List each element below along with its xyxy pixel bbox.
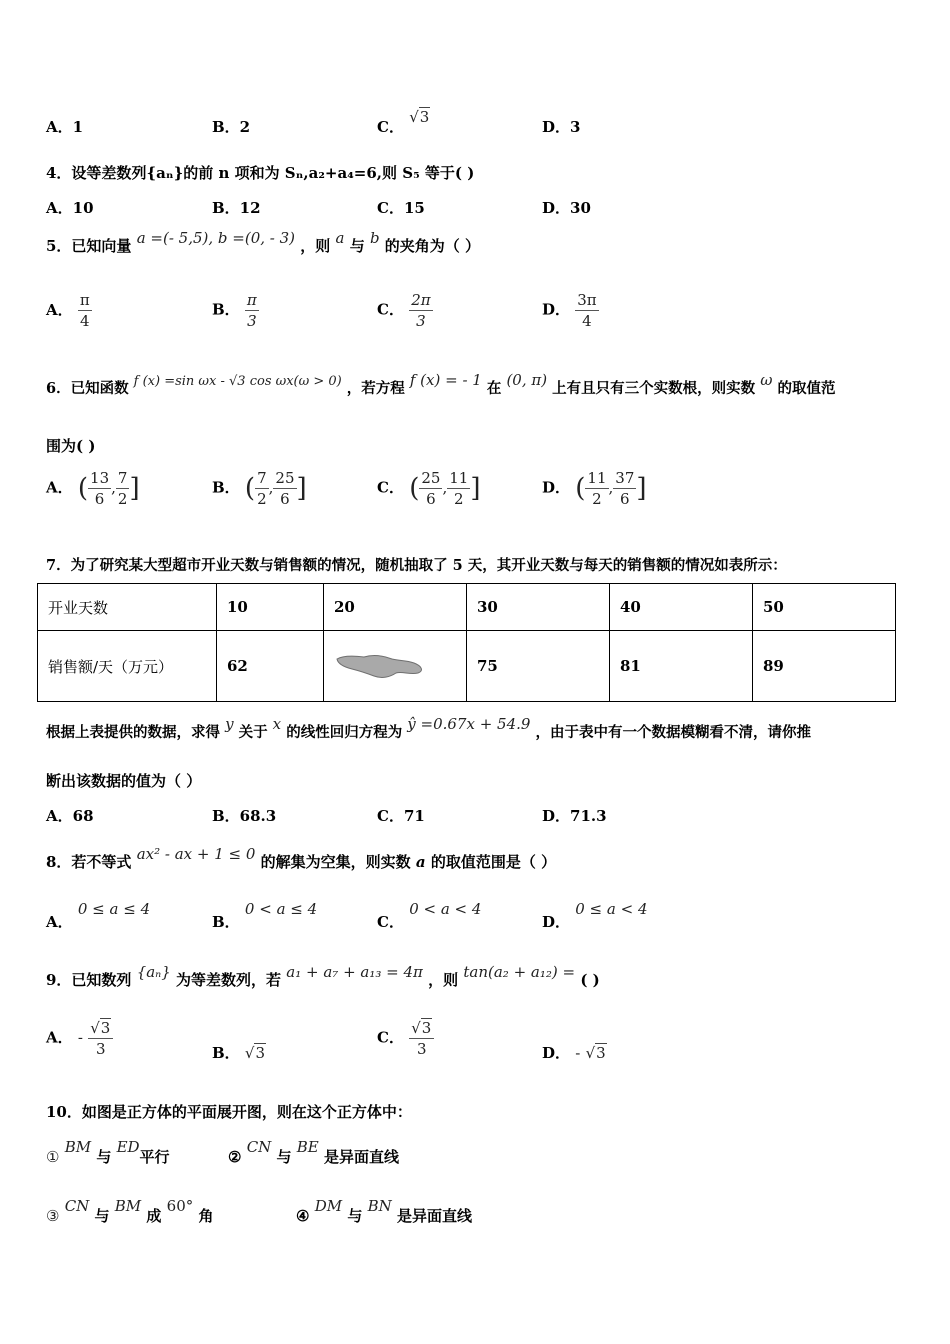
q7-regression: ŷ =0.67x + 54.9 [407,715,531,733]
q7-var-x: x [272,715,282,733]
q5-stem-suffix: 的夹角为（ ） [384,237,481,255]
q6-eq-expr: f (x) = - 1 [409,371,482,389]
q5-label-d: D． [542,300,571,319]
q9-option-c: C． $\frac{√3}{3}$ [377,1018,434,1059]
q5-stem-prefix: 5．已知向量 [46,237,132,255]
q4-option-c: C．15 [377,199,425,217]
q6-func-expr: f (x) =sin ωx - √3 cos ωx(ω > 0) [133,374,342,389]
q5-frac-d: $\frac{3\pi}{4}$ [577,291,597,330]
table-cell: 62 [217,631,324,702]
q4-stem: 4．设等差数列{aₙ}的前 n 项和为 Sₙ,a₂+a₄=6,则 S₅ 等于( ) [46,164,475,182]
q6-option-a: A． ( $\frac{13}{6}$ , $\frac{7}{2}$ ] [46,469,140,508]
q3-option-a: A．1 [46,118,84,136]
q6-stem [46,371,836,398]
q5-stem-mid1: ，则 [300,237,331,255]
q10-stem: 10．如图是正方体的平面展开图，则在这个正方体中： [46,1103,412,1121]
q6-label-d: D． [542,478,571,497]
q10-item-2: ② CN 与 BE 是异面直线 [228,1138,400,1166]
table-cell: 销售额/天（万元） [38,631,217,702]
q5-label-c: C． [377,300,404,319]
q5-option-b [212,290,259,331]
table-cell: 30 [467,584,610,631]
q7-var-y: y [225,715,234,733]
q9-option-a: A． - $\frac{√3}{3}$ [46,1018,113,1059]
q6-stem-line2: 围为( ) [46,437,96,455]
q10-item-4: ④ DM 与 BN 是异面直线 [296,1197,472,1225]
q9-target: tan(a₂ + a₁₂) = [463,963,576,981]
blurred-cell [324,631,467,702]
q7-option-c: C．71 [377,807,425,825]
table-row [38,631,896,702]
q5-var-b: b [369,229,380,247]
q5-frac-b: $\frac{\pi}{3}$ [246,291,257,330]
table-cell: 50 [753,584,896,631]
q10-item-1: ① BM 与 ED平行 [46,1138,170,1166]
q5-frac-a: $\frac{\pi}{4}$ [79,291,90,330]
q6-stem-mid1: ，若方程 [346,380,405,397]
table-cell: 20 [324,584,467,631]
q6-label-c: C． [377,478,404,497]
q6-interval: (0, π) [506,371,548,389]
q9-option-d: D． - √3 [542,1044,606,1062]
q6-label-a: A． [46,478,73,497]
table-cell: 10 [217,584,324,631]
q10-item-3: ③ CN 与 BM 成 60° 角 [46,1197,214,1225]
q6-omega: ω [760,371,773,389]
table-row [38,584,896,631]
q7-option-b: B．68.3 [212,807,277,825]
q6-option-d: D． ( $\frac{11}{2}$ , $\frac{37}{6}$ ] [542,469,647,508]
q3-option-b: B．2 [212,118,251,136]
q7-data-table [37,583,896,702]
q6-stem-mid2: 在 [486,380,502,397]
q3-option-c [377,108,430,137]
q8-inequality: ax² - ax + 1 ≤ 0 [136,845,256,863]
table-cell: 开业天数 [38,584,217,631]
q3-option-d: D．3 [542,118,581,136]
q5-option-d [542,290,599,331]
q5-stem [46,229,481,256]
q7-option-d: D．71.3 [542,807,607,825]
q8-option-b: B． 0 < a ≤ 4 [212,900,318,931]
q6-label-b: B． [212,478,240,497]
q5-stem-mid2: 与 [349,237,365,255]
q8-option-c: C． 0 < a < 4 [377,900,482,931]
q6-option-c: C． ( $\frac{25}{6}$ , $\frac{11}{2}$ ] [377,469,481,508]
q9-stem: 9．已知数列 {aₙ} 为等差数列，若 a₁ + a₇ + a₁₃ = 4π ，则 tan(a₂ + a₁₂) = ( ) [46,963,600,989]
q5-option-a [46,290,92,331]
q4-option-b: B．12 [212,199,261,217]
q5-var-a: a [335,229,345,247]
q3-option-c-sqrt: √3 [409,108,430,126]
table-cell: 89 [753,631,896,702]
q4-option-a: A．10 [46,199,94,217]
q7-stem: 7．为了研究某大型超市开业天数与销售额的情况，随机抽取了 5 天，其开业天数与每天的销售额的情况如表所示： [46,557,787,574]
q9-condition: a₁ + a₇ + a₁₃ = 4π [286,963,423,981]
q5-frac-c: $\frac{2\pi}{3}$ [411,291,431,330]
table-cell: 40 [610,584,753,631]
q6-stem-prefix: 6．已知函数 [46,380,129,397]
q9-sequence: {aₙ} [136,963,171,981]
q3-option-c-label: C． [377,118,404,136]
q4-option-d: D．30 [542,199,591,217]
q7-after-text: 根据上表提供的数据，求得 y 关于 x 的线性回归方程为 ŷ =0.67x + 54.9 ，由于表中有一个数据模糊看不清，请你推 [46,715,811,741]
q5-option-c [377,290,433,331]
table-cell: 75 [467,631,610,702]
q6-stem-mid3: 上有且只有三个实数根，则实数 [552,380,756,397]
q5-vector-expr: a =(- 5,5), b =(0, - 3) [136,229,296,247]
table-cell: 81 [610,631,753,702]
blurred-data-blot [334,651,426,681]
q6-option-b: B． ( $\frac{7}{2}$ , $\frac{25}{6}$ ] [212,469,307,508]
q5-label-b: B． [212,300,240,319]
q6-stem-suffix: 的取值范 [777,380,836,397]
q8-stem: 8．若不等式 ax² - ax + 1 ≤ 0 的解集为空集，则实数 a 的取值范围是（ ） [46,845,557,871]
q8-option-d: D． 0 ≤ a < 4 [542,900,648,931]
q5-label-a: A． [46,300,73,319]
q8-option-a: A． 0 ≤ a ≤ 4 [46,900,151,931]
q7-after-line2: 断出该数据的值为（ ） [46,772,202,790]
q7-option-a: A．68 [46,807,94,825]
q9-option-b: B． √3 [212,1044,266,1062]
